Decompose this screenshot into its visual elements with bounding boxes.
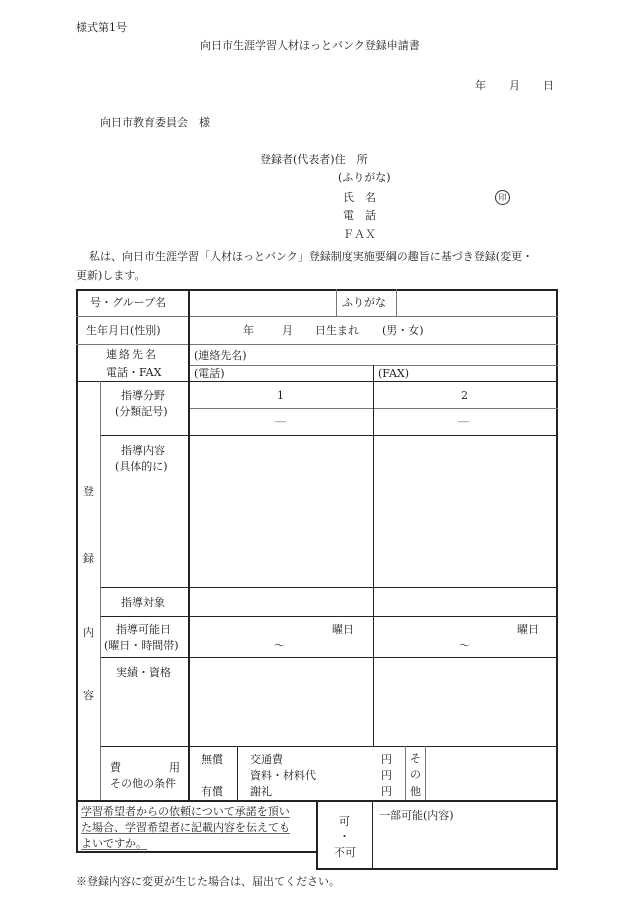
record-field-1[interactable] xyxy=(190,659,372,745)
row-divider xyxy=(100,746,558,747)
col-divider xyxy=(100,381,101,800)
field-col-2: 2 xyxy=(461,389,468,402)
content-label-1: 指導内容 xyxy=(121,444,165,457)
table-border-left xyxy=(76,289,78,852)
field-label-1: 指導分野 xyxy=(121,389,165,402)
consent-divider xyxy=(372,800,373,870)
contact-label-1: 連絡先名 xyxy=(106,348,158,361)
avail-label-1: 指導可能日 xyxy=(116,623,171,636)
table-border-top xyxy=(76,289,558,291)
registrant-furigana-label: (ふりがな) xyxy=(338,171,391,184)
fee-item-transport: 交通費 xyxy=(250,753,283,766)
record-label: 実績・資格 xyxy=(116,666,171,679)
avail-label-2: (曜日・時間帯) xyxy=(104,639,179,652)
registrant-name-label: 氏 名 xyxy=(343,191,376,204)
row-divider xyxy=(76,316,558,317)
section-label-char: 容 xyxy=(83,689,94,702)
seal-icon: 印 xyxy=(495,190,510,205)
consent-yes-option[interactable]: 可 xyxy=(339,815,350,828)
field-col-1: 1 xyxy=(277,389,284,402)
other-conditions-field[interactable] xyxy=(427,748,555,799)
fee-free-option[interactable]: 無償 xyxy=(201,753,223,766)
col-divider xyxy=(405,746,406,800)
sex-option[interactable]: (男・女) xyxy=(382,324,424,337)
field-label-2: (分類記号) xyxy=(115,405,168,418)
fee-item-honorarium: 謝礼 xyxy=(250,785,272,798)
col-divider xyxy=(425,746,426,800)
section-label-char: 録 xyxy=(83,552,94,565)
target-field-2[interactable] xyxy=(375,589,555,615)
footnote: ※登録内容に変更が生じた場合は、届出てください。 xyxy=(76,875,340,888)
yen-label: 円 xyxy=(381,785,392,798)
fee-label-2: その他の条件 xyxy=(110,777,176,790)
content-label-2: (具体的に) xyxy=(115,460,168,473)
target-field-1[interactable] xyxy=(190,589,372,615)
consent-border-bottom-right xyxy=(316,868,558,870)
record-field-2[interactable] xyxy=(375,659,555,745)
row-divider xyxy=(76,344,558,345)
consent-separator: ・ xyxy=(339,830,350,843)
avail-weekday-1: 曜日 xyxy=(332,623,354,636)
addressee: 向日市教育委員会 様 xyxy=(100,116,210,129)
furigana-field[interactable] xyxy=(397,292,555,316)
row-divider xyxy=(100,657,558,658)
contact-name-field[interactable]: (連絡先名) xyxy=(194,349,247,362)
target-label: 指導対象 xyxy=(121,596,165,609)
avail-weekday-2: 曜日 xyxy=(517,623,539,636)
date-month-label: 月 xyxy=(509,79,520,92)
form-number: 様式第1号 xyxy=(76,21,127,34)
content-field-1[interactable] xyxy=(190,437,372,586)
consent-question-line-2: た場合、学習希望者に記載内容を伝えても xyxy=(81,821,290,834)
contact-label-2: 電話・FAX xyxy=(106,366,162,379)
contact-fax-field[interactable]: (FAX) xyxy=(378,367,410,380)
date-day-label: 日 xyxy=(543,79,554,92)
section-label-char: 内 xyxy=(83,626,94,639)
consent-partial-field[interactable] xyxy=(374,826,555,867)
consent-no-option[interactable]: 不可 xyxy=(334,846,356,859)
table-border-right xyxy=(556,289,558,870)
statement-line-2: 更新)します。 xyxy=(76,269,146,282)
consent-border-bottom-left xyxy=(76,851,318,853)
fee-item-materials: 資料・材料代 xyxy=(250,769,316,782)
col-divider xyxy=(373,365,374,746)
consent-question-line-1: 学習希望者からの依頼について承諾を頂い xyxy=(81,805,290,818)
yen-label: 円 xyxy=(381,769,392,782)
fee-label-1b: 用 xyxy=(169,761,180,774)
group-name-field[interactable] xyxy=(190,292,336,316)
registrant-address-label: 登録者(代表者)住 所 xyxy=(260,153,368,166)
registrant-fax-label: ＦＡＸ xyxy=(343,228,376,241)
section-label-char: 登 xyxy=(83,485,94,498)
row-divider xyxy=(76,381,558,382)
other-label-char: そ xyxy=(410,752,421,765)
avail-tilde-1: ～ xyxy=(274,639,285,652)
field-code-2[interactable]: ― xyxy=(458,415,469,428)
row-divider xyxy=(100,587,558,588)
birth-day-label: 日生まれ xyxy=(315,324,359,337)
fee-paid-option[interactable]: 有償 xyxy=(201,785,223,798)
registrant-phone-label: 電 話 xyxy=(343,209,376,222)
other-label-char: の xyxy=(410,768,421,781)
consent-partial-label: 一部可能(内容) xyxy=(379,809,454,822)
row-divider xyxy=(100,616,558,617)
date-year-label: 年 xyxy=(475,79,486,92)
other-label-char: 他 xyxy=(410,785,421,798)
consent-question-line-3: よいですか。 xyxy=(81,837,147,850)
statement-line-1: 私は、向日市生涯学習「人材ほっとバンク」登録制度実施要綱の趣旨に基づき登録(変更・ xyxy=(89,250,534,263)
birth-year-label: 年 xyxy=(243,324,254,337)
yen-label: 円 xyxy=(381,753,392,766)
consent-divider xyxy=(316,800,318,870)
row-divider xyxy=(100,435,558,436)
furigana-label: ふりがな xyxy=(342,296,386,309)
group-name-label: 号・グループ名 xyxy=(90,296,167,309)
avail-tilde-2: ～ xyxy=(459,639,470,652)
content-field-2[interactable] xyxy=(375,437,555,586)
contact-phone-field[interactable]: (電話) xyxy=(194,367,225,380)
col-divider xyxy=(336,289,337,316)
birth-month-label: 月 xyxy=(282,324,293,337)
page-title: 向日市生涯学習人材ほっとバンク登録申請書 xyxy=(200,39,420,52)
field-code-1[interactable]: ― xyxy=(275,415,286,428)
birth-label: 生年月日(性別) xyxy=(86,324,161,337)
fee-label-1a: 費 xyxy=(110,761,121,774)
col-divider xyxy=(237,746,238,800)
